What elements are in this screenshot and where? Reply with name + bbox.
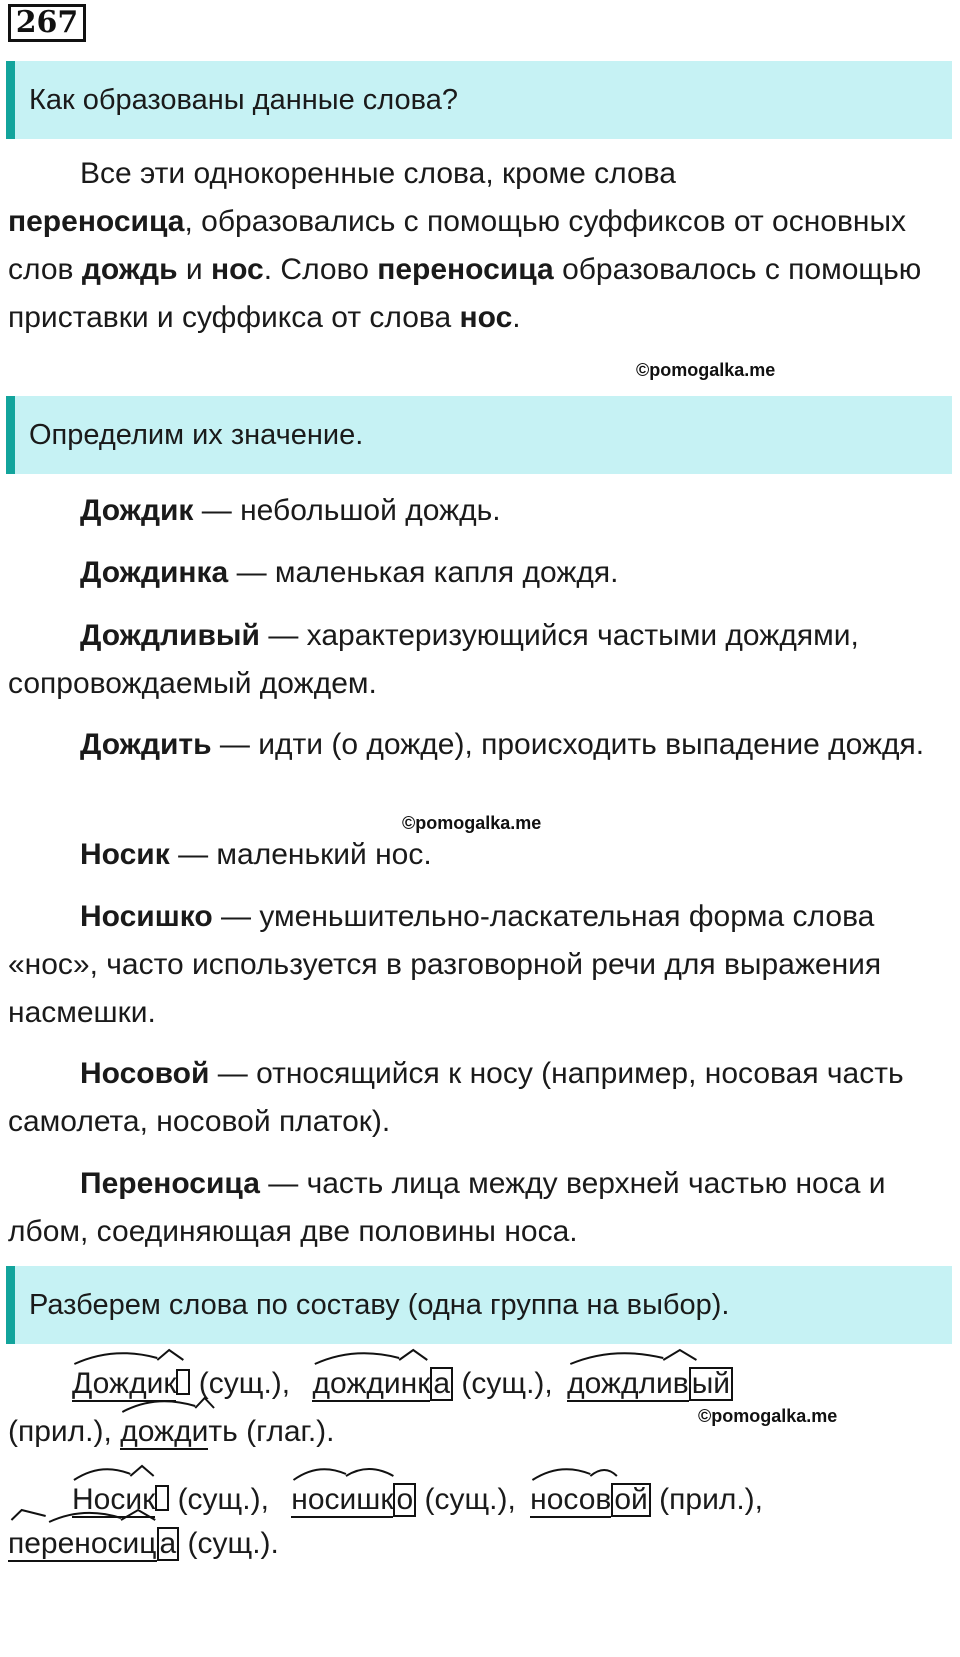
definition-nosovoy bbox=[8, 1050, 948, 1146]
text: . bbox=[512, 301, 521, 334]
def-word: Носишко bbox=[80, 900, 213, 933]
null-ending-box bbox=[176, 1369, 190, 1395]
ending-box: ый bbox=[689, 1367, 733, 1401]
word-stem: носишк bbox=[291, 1483, 394, 1516]
answer-paragraph-1 bbox=[8, 150, 948, 342]
def-text: — характеризующийся частыми дождями, сопровождаемый дождем. bbox=[8, 619, 859, 700]
parsed-word-dozhdlivy bbox=[567, 1364, 733, 1404]
text: . Слово bbox=[263, 253, 369, 286]
def-word: Дождливый bbox=[80, 619, 260, 652]
question-band-1 bbox=[6, 61, 952, 139]
definition-dozhdlivy bbox=[8, 612, 948, 708]
def-word: Дождик bbox=[80, 494, 194, 527]
root-arc bbox=[8, 1506, 179, 1526]
root-arc bbox=[530, 1462, 651, 1482]
definition-nosik bbox=[8, 831, 948, 879]
part-of-speech: (сущ.), bbox=[453, 1367, 553, 1400]
def-text: — маленькая капля дождя. bbox=[228, 556, 619, 589]
word-stem: дождлив bbox=[567, 1367, 689, 1400]
question-3: Разберем слова по составу (одна группа на выбор). bbox=[29, 1289, 730, 1321]
parsed-word-perenositsa bbox=[8, 1524, 179, 1564]
question-band-3 bbox=[6, 1266, 952, 1344]
word-stem: Носик bbox=[72, 1483, 156, 1516]
bold-word: нос bbox=[459, 301, 513, 334]
root-arc bbox=[567, 1346, 733, 1366]
definition-perenositsa bbox=[8, 1160, 948, 1256]
bold-word: переносица bbox=[377, 253, 554, 286]
word-stem: носов bbox=[530, 1483, 612, 1516]
ending-box: а bbox=[157, 1527, 180, 1561]
parse-line-4 bbox=[8, 1524, 948, 1564]
question-2: Определим их значение. bbox=[29, 419, 364, 451]
def-text: — маленький нос. bbox=[169, 838, 432, 871]
word-stem: дождинк bbox=[312, 1367, 431, 1400]
def-text: — уменьшительно-ласкательная форма слова «нос», часто используется в разговорной речи для выражения насмешки. bbox=[8, 900, 882, 1029]
root-arc bbox=[120, 1394, 238, 1414]
part-of-speech: (сущ.), bbox=[416, 1483, 516, 1516]
ending-box: о bbox=[393, 1483, 416, 1517]
part-of-speech: (прил.), bbox=[8, 1415, 112, 1448]
def-word: Дождинка bbox=[80, 556, 229, 589]
watermark: ©pomogalka.me bbox=[402, 813, 542, 833]
definition-dozhdinka bbox=[8, 549, 948, 597]
parsed-word-dozhdit bbox=[120, 1412, 238, 1452]
def-text: — часть лица между верхней частью носа и лбом, соединяющая две половины носа. bbox=[8, 1167, 886, 1248]
part-of-speech: (сущ.), bbox=[169, 1483, 269, 1516]
part-of-speech: (сущ.), bbox=[190, 1367, 291, 1400]
watermark: ©pomogalka.me bbox=[636, 360, 776, 380]
def-text: — относящийся к носу (например, носовая часть самолета, носовой платок). bbox=[8, 1057, 904, 1138]
text: и bbox=[185, 253, 203, 286]
bold-word: дождь bbox=[81, 253, 178, 286]
def-text: — небольшой дождь. bbox=[193, 494, 501, 527]
def-word: Носовой bbox=[80, 1057, 210, 1090]
bold-word: нос bbox=[211, 253, 264, 286]
definition-nosishko bbox=[8, 893, 948, 1037]
word-stem: переносиц bbox=[8, 1527, 157, 1560]
word-stem: Дождик bbox=[72, 1367, 177, 1400]
part-of-speech: (глаг.). bbox=[237, 1415, 335, 1448]
definition-dozhdik bbox=[8, 487, 948, 535]
parsed-word-nosishko bbox=[291, 1480, 416, 1520]
word-suffix: ть bbox=[208, 1415, 238, 1448]
ending-box: а bbox=[430, 1367, 453, 1401]
def-word: Носик bbox=[80, 838, 170, 871]
root-arc bbox=[72, 1346, 190, 1366]
text: , образовались с помощью суффиксов от основных слов bbox=[8, 205, 907, 286]
parse-line-2 bbox=[8, 1412, 948, 1452]
part-of-speech: (прил.), bbox=[650, 1483, 764, 1516]
parsed-word-dozhdinka bbox=[312, 1364, 453, 1404]
def-word: Переносица bbox=[80, 1167, 260, 1200]
definition-dozhdit bbox=[8, 721, 948, 769]
text: образовалось с помощью приставки и суффикса от слова bbox=[8, 253, 922, 334]
text: Все эти однокоренные слова, кроме слова bbox=[80, 157, 676, 190]
def-text: — идти (о дожде), происходить выпадение дождя. bbox=[211, 728, 925, 761]
root-arc bbox=[291, 1462, 416, 1482]
exercise-number: 267 bbox=[8, 4, 86, 42]
bold-word: переносица bbox=[8, 205, 185, 238]
part-of-speech: (сущ.). bbox=[179, 1527, 279, 1560]
parsed-word-nosovoy bbox=[530, 1480, 651, 1520]
word-stem: дожди bbox=[120, 1415, 209, 1448]
question-1: Как образованы данные слова? bbox=[29, 84, 458, 116]
root-arc bbox=[312, 1346, 453, 1366]
root-arc bbox=[72, 1462, 169, 1482]
def-word: Дождить bbox=[80, 728, 212, 761]
watermark: ©pomogalka.me bbox=[698, 1406, 838, 1426]
question-band-2 bbox=[6, 396, 952, 474]
ending-box: ой bbox=[611, 1483, 650, 1517]
